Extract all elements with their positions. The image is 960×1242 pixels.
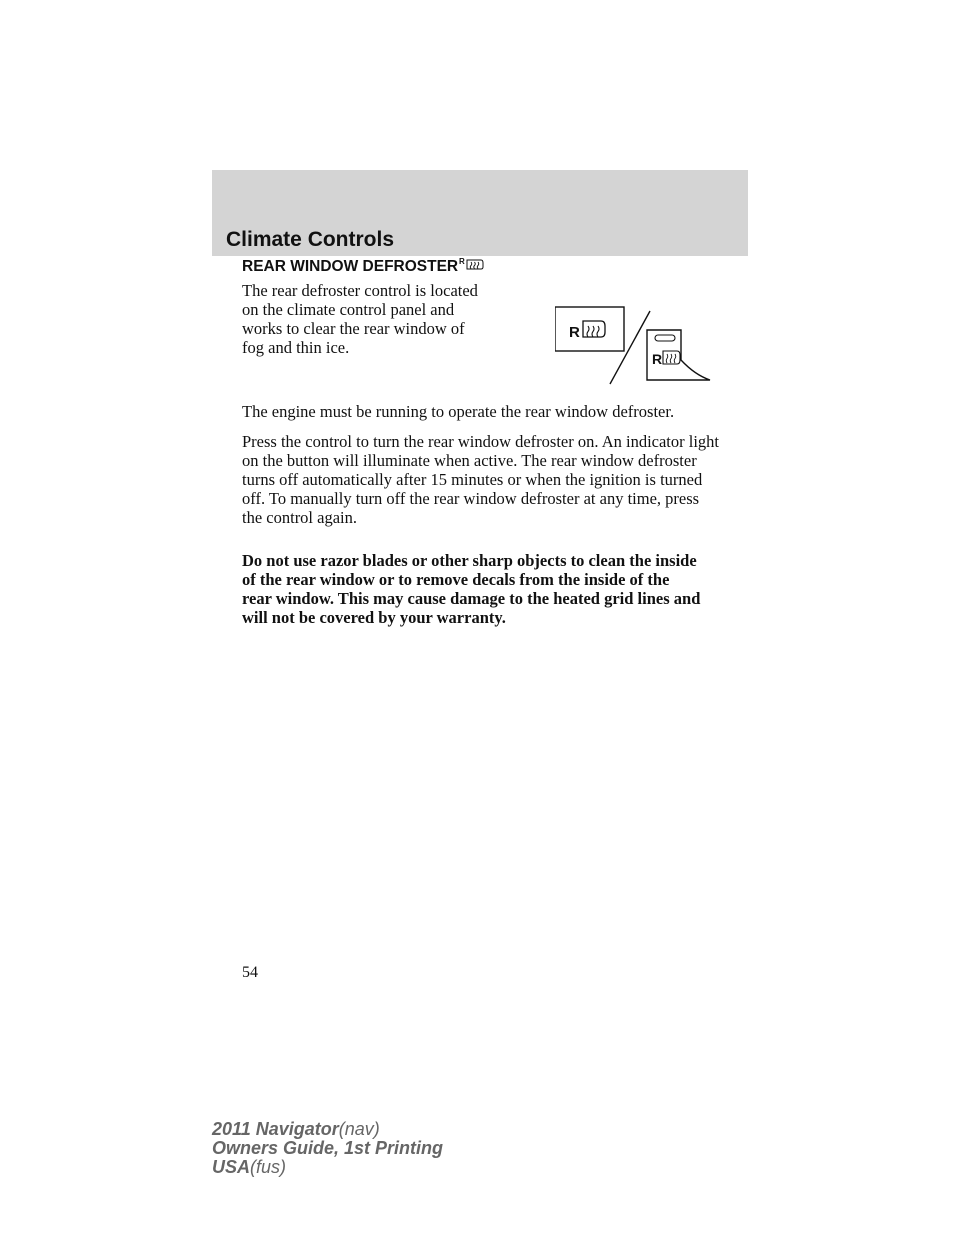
section-heading xyxy=(242,258,485,277)
footer-model-code: (nav) xyxy=(338,1119,380,1139)
operation-paragraph xyxy=(242,432,762,527)
intro-line: works to clear the rear window of xyxy=(242,319,465,338)
warning-line: Do not use razor blades or other sharp objects to clean the inside xyxy=(242,551,697,570)
operation-line: off. To manually turn off the rear window defroster at any time, press xyxy=(242,489,700,508)
intro-paragraph xyxy=(242,281,542,357)
footer-market-code: (fus) xyxy=(250,1157,287,1177)
footer-market: USA xyxy=(212,1157,251,1177)
footer-line-model xyxy=(212,1120,532,1139)
heading-icon-label: R xyxy=(459,257,465,266)
defroster-button-illustration xyxy=(555,300,715,392)
section-header-band xyxy=(212,170,748,256)
footer-edition: Owners Guide, 1st Printing xyxy=(212,1138,444,1158)
warning-line: of the rear window or to remove decals from the inside of the xyxy=(242,570,670,589)
footer-line-market xyxy=(212,1158,532,1177)
intro-line: The rear defroster control is located xyxy=(242,281,478,300)
indicator-light xyxy=(655,335,675,341)
rear-defrost-icon xyxy=(459,256,485,277)
warning-line: rear window. This may cause damage to the heated grid lines and xyxy=(242,589,701,608)
operation-line: on the button will illuminate when active. The rear window defroster xyxy=(242,451,697,470)
warning-line: will not be covered by your warranty. xyxy=(242,608,506,627)
button-b-label: R xyxy=(652,351,663,367)
warning-paragraph xyxy=(242,551,762,627)
engine-note-paragraph: The engine must be running to operate the rear window defroster. xyxy=(242,402,675,421)
heading-text: REAR WINDOW DEFROSTER xyxy=(242,258,459,275)
document-footer xyxy=(212,1120,532,1177)
button-a-label: R xyxy=(569,324,580,341)
operation-line: the control again. xyxy=(242,508,358,527)
intro-line: fog and thin ice. xyxy=(242,338,350,357)
page-number: 54 xyxy=(242,964,258,981)
operation-line: Press the control to turn the rear window defroster on. An indicator light xyxy=(242,432,720,451)
section-title: Climate Controls xyxy=(226,228,395,251)
intro-line: on the climate control panel and xyxy=(242,300,455,319)
footer-model: 2011 Navigator xyxy=(212,1119,339,1139)
operation-line: turns off automatically after 15 minutes or when the ignition is turned xyxy=(242,470,703,489)
footer-line-edition xyxy=(212,1139,532,1158)
